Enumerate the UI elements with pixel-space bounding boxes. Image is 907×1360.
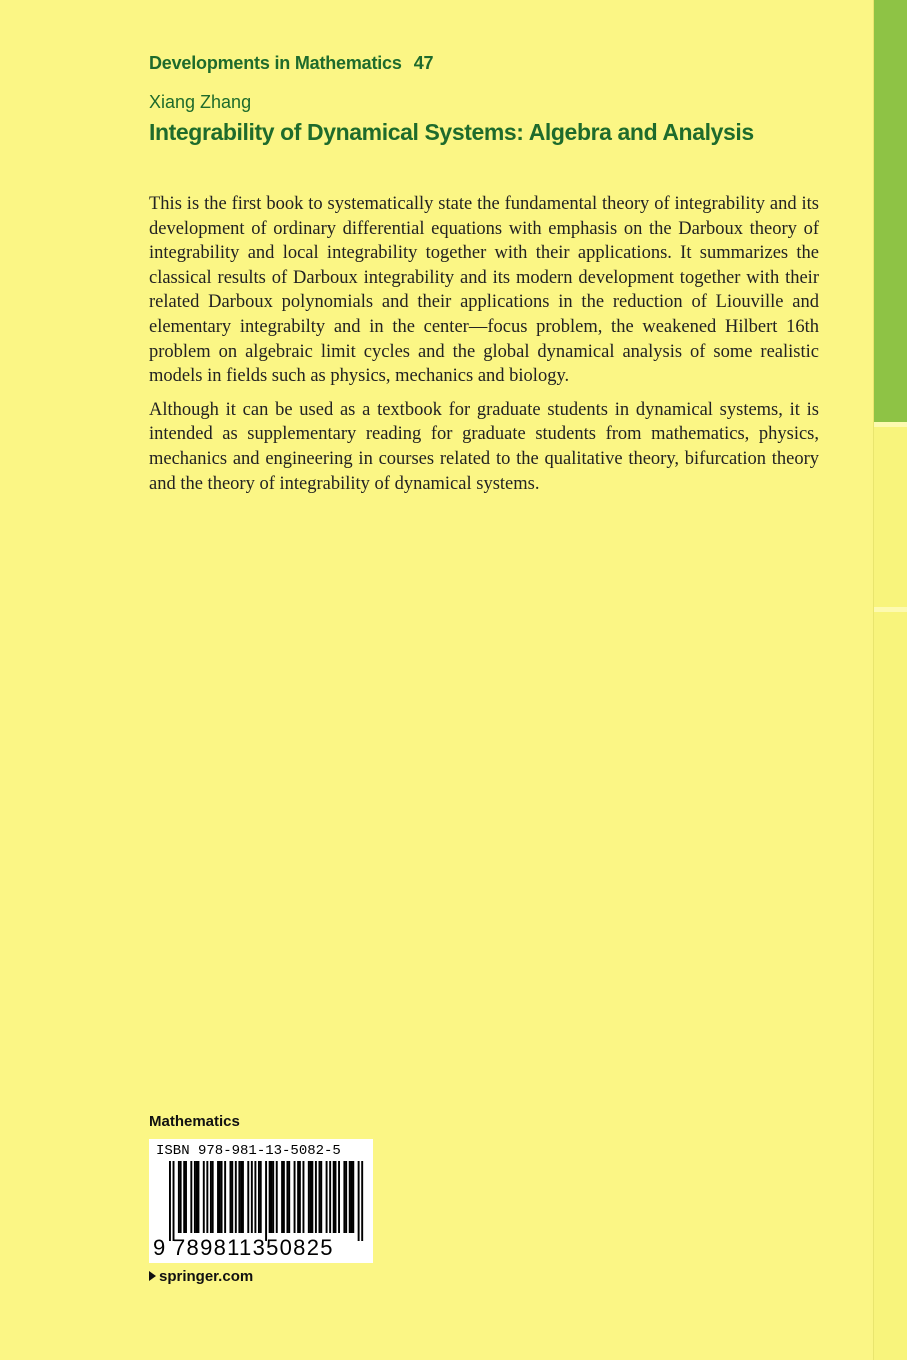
barcode-bar <box>230 1161 232 1233</box>
barcode-bar <box>197 1161 199 1233</box>
series-line <box>149 53 433 74</box>
subject-label: Mathematics <box>149 1113 240 1130</box>
barcode-bar <box>183 1161 185 1233</box>
barcode-bar <box>310 1161 312 1233</box>
barcode-first-digit: 9 <box>153 1235 166 1260</box>
barcode <box>149 1139 373 1263</box>
barcode-bar <box>242 1161 244 1233</box>
barcode-bar <box>297 1161 299 1233</box>
barcode-bar <box>358 1161 360 1241</box>
barcode-bar <box>294 1161 296 1233</box>
barcode-bar <box>320 1161 322 1233</box>
barcode-bar <box>329 1161 331 1233</box>
barcode-bar <box>308 1161 310 1233</box>
barcode-bar <box>349 1161 351 1233</box>
barcode-digits: 789811350825 <box>173 1235 334 1260</box>
book-title: Integrability of Dynamical Systems: Algebra and Analysis <box>149 119 754 145</box>
barcode-bar <box>180 1161 182 1233</box>
series-volume: 47 <box>413 53 434 73</box>
spine-green-block <box>874 0 907 422</box>
barcode-bar <box>272 1161 274 1233</box>
barcode-bar <box>361 1161 363 1241</box>
barcode-bar <box>231 1161 233 1233</box>
barcode-bar <box>169 1161 171 1241</box>
barcode-bar <box>260 1161 262 1233</box>
spine-divider <box>874 422 907 427</box>
blurb-paragraph-2: Although it can be used as a textbook for graduate students in dynamical systems, it is intended as supplementary reading for graduate students from mathematics, physics, mechanics and engineering in courses related to the qualitative theory, bifurcation theory and the theory of integrability of dynamical systems. <box>149 399 819 494</box>
isbn-label: ISBN 978-981-13-5082-5 <box>156 1143 341 1159</box>
barcode-bar <box>206 1161 208 1233</box>
barcode-bar <box>173 1161 175 1241</box>
barcode-bar <box>238 1161 240 1233</box>
barcode-bar <box>281 1161 283 1233</box>
barcode-bar <box>302 1161 304 1233</box>
barcode-bar <box>251 1161 253 1233</box>
publisher-link[interactable] <box>149 1268 253 1285</box>
barcode-bar <box>235 1161 237 1233</box>
barcode-bar <box>185 1161 187 1233</box>
barcode-bar <box>269 1161 271 1233</box>
barcode-bar <box>265 1161 267 1241</box>
barcode-bar <box>345 1161 347 1233</box>
publisher-url: springer.com <box>159 1268 254 1285</box>
barcode-bar <box>178 1161 180 1233</box>
barcode-bar <box>283 1161 285 1233</box>
barcode-bar <box>190 1161 192 1233</box>
barcode-bar <box>326 1161 328 1233</box>
barcode-bar <box>270 1161 272 1233</box>
barcode-bar <box>335 1161 337 1233</box>
barcode-bar <box>224 1161 226 1233</box>
barcode-bar <box>212 1161 214 1233</box>
barcode-bar <box>258 1161 260 1233</box>
barcode-bar <box>203 1161 205 1233</box>
barcode-bar <box>194 1161 196 1233</box>
barcode-bar <box>210 1161 212 1233</box>
barcode-bar <box>315 1161 317 1233</box>
spine-divider <box>874 607 907 612</box>
barcode-bar <box>217 1161 219 1233</box>
arrow-right-icon <box>149 1271 156 1281</box>
barcode-bar <box>254 1161 256 1233</box>
barcode-bar <box>276 1161 278 1233</box>
barcode-bar <box>221 1161 223 1233</box>
author-name: Xiang Zhang <box>149 92 252 112</box>
barcode-bar <box>319 1161 321 1233</box>
barcode-bar <box>247 1161 249 1233</box>
barcode-bar <box>288 1161 290 1233</box>
barcode-bar <box>196 1161 198 1233</box>
barcode-bar <box>240 1161 242 1233</box>
barcode-bar <box>286 1161 288 1233</box>
series-name: Developments in Mathematics <box>149 53 402 73</box>
barcode-bar <box>299 1161 301 1233</box>
barcode-bar <box>311 1161 313 1233</box>
barcode-bar <box>343 1161 345 1233</box>
barcode-bar <box>333 1161 335 1233</box>
barcode-bar <box>338 1161 340 1233</box>
blurb <box>149 192 819 505</box>
blurb-paragraph-1: This is the first book to systematically state the fundamental theory of integrability and its development of ordinary differential equations with emphasis on the Darboux theory of integrability and local integrability together with their applications. It summarizes the classical results of Darboux integrability and its modern development together with their related Darboux polynomials and their applications in the reduction of Liouville and elementary integrabilty and in the center—focus problem, the weakened Hilbert 16th problem on algebraic limit cycles and the global dynamical analysis of some realistic models in fields such as physics, mechanics and biology. <box>149 194 819 387</box>
barcode-bar <box>219 1161 221 1233</box>
barcode-bar <box>351 1161 353 1233</box>
barcode-bar <box>352 1161 354 1233</box>
